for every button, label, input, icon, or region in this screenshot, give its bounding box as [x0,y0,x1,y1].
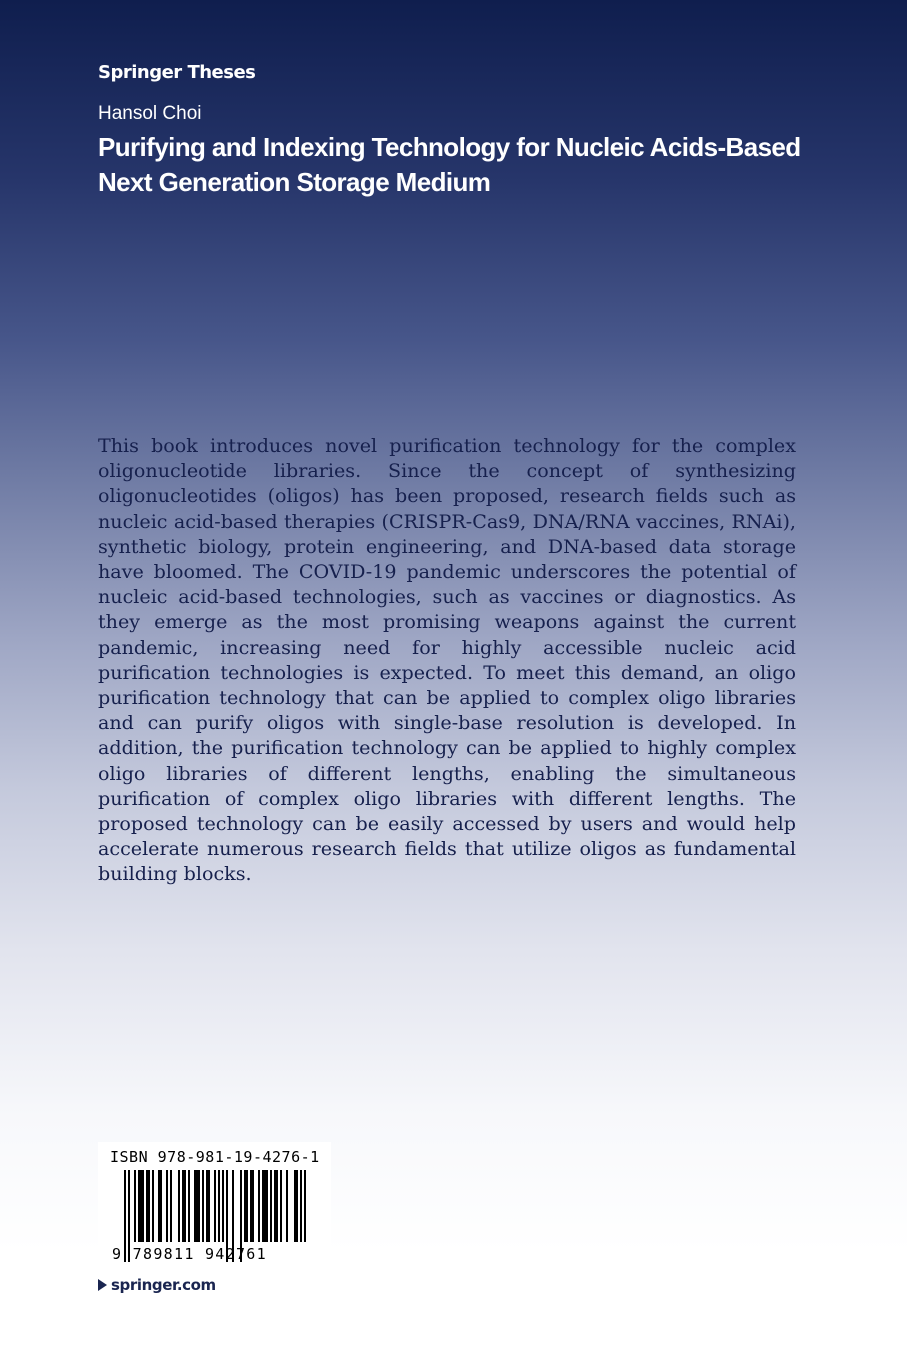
barcode-bar [244,1170,248,1242]
barcode-bar [202,1170,204,1242]
series-name: Springer Theses [98,62,256,83]
barcode-bar [250,1170,254,1242]
book-description: This book introduces novel purification technology for the complex oligonucleotide libraries. Since the concept of synthesizing oligonucleotides (oligos) has been proposed, research fields such as nucleic acid-based therapies (CRISPR-Cas9, DNA/RNA vaccines, RNAi), synthetic biology, protein engineering, and DNA-based data storage have bloomed. The COVID-19 pandemic underscores the potential of nucleic acid-based technologies, such as vaccines or diagnostics. As they emerge as the most promising weapons against the current pandemic, increasing need for highly accessible nucleic acid purification technologies is expected. To meet this demand, an oligo purification technology that can be applied to complex oligo libraries and can purify oligos with single-base resolution is developed. In addition, the purification technology can be applied to highly complex oligo libraries of different lengths, enabling the simultaneous purification of complex oligo libraries with different lengths. The proposed technology can be easily accessed by users and would help accelerate numerous research fields that utilize oligos as fundamental building blocks. [98,434,796,886]
barcode-bar [300,1170,302,1242]
barcode-bar [206,1170,210,1242]
triangle-right-icon [98,1279,107,1291]
barcode-bar [146,1170,150,1242]
ean-digits: 9 789811 942761 [112,1245,267,1263]
barcode-bar [170,1170,172,1242]
author-name: Hansol Choi [98,103,202,124]
barcode-bar [178,1170,180,1242]
website-link[interactable] [98,1276,216,1294]
barcode-bar [138,1170,144,1242]
barcode-bar [134,1170,136,1242]
barcode-bar [262,1170,268,1242]
barcode-bar [182,1170,186,1242]
barcode-bar [218,1170,220,1242]
barcode-bar [274,1170,278,1242]
website-label: springer.com [111,1276,216,1294]
barcode-bar [166,1170,168,1242]
barcode-bar [188,1170,190,1242]
barcode [98,1142,331,1270]
barcode-bar [294,1170,298,1242]
barcode-bar [214,1170,216,1242]
barcode-bar [152,1170,154,1242]
book-title: Purifying and Indexing Technology for Nucleic Acids-Based Next Generation Storage Medium [98,132,801,197]
isbn-label: ISBN 978-981-19-4276-1 [110,1148,320,1166]
barcode-bar [286,1170,288,1242]
barcode-bar [158,1170,162,1242]
barcode-bar [280,1170,282,1242]
barcode-bar [258,1170,260,1242]
barcode-bar [304,1170,306,1242]
barcode-bar [222,1170,224,1242]
barcode-bar [270,1170,272,1242]
barcode-bar [194,1170,200,1242]
